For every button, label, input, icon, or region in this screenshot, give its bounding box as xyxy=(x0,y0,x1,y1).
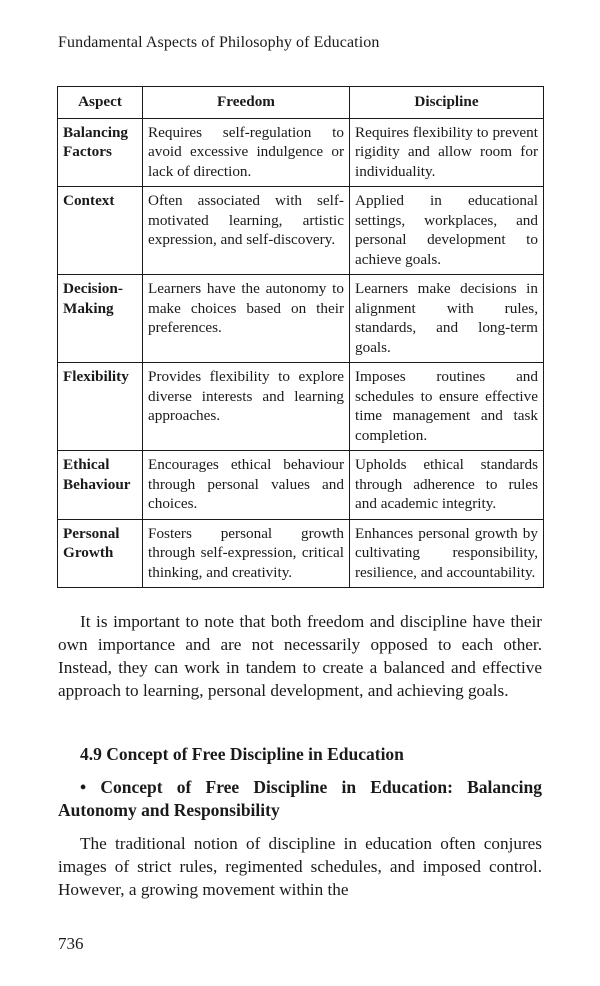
table-row xyxy=(58,451,544,520)
freedom-cell: Learners have the autonomy to make choices based on their preferences. xyxy=(143,275,350,363)
aspect-cell: Ethical Behaviour xyxy=(58,451,143,520)
running-head: Fundamental Aspects of Philosophy of Education xyxy=(58,34,380,51)
aspect-cell: Decision-Making xyxy=(58,275,143,363)
page-number: 736 xyxy=(58,934,84,953)
discipline-cell: Requires flexibility to prevent rigidity and allow room for individuality. xyxy=(350,118,544,187)
table-row xyxy=(58,363,544,451)
discipline-cell: Learners make decisions in alignment with rules, standards, and long-term goals. xyxy=(350,275,544,363)
aspect-cell: Personal Growth xyxy=(58,519,143,588)
aspect-cell: Balancing Factors xyxy=(58,118,143,187)
discipline-cell: Imposes routines and schedules to ensure effective time management and task completion. xyxy=(350,363,544,451)
discipline-cell: Upholds ethical standards through adherence to rules and academic integrity. xyxy=(350,451,544,520)
freedom-cell: Encourages ethical behaviour through personal values and choices. xyxy=(143,451,350,520)
comparison-table xyxy=(57,86,544,588)
freedom-cell: Fosters personal growth through self-expression, critical thinking, and creativity. xyxy=(143,519,350,588)
freedom-cell: Requires self-regulation to avoid excessive indulgence or lack of direction. xyxy=(143,118,350,187)
discipline-cell: Applied in educational settings, workplaces, and personal development to achieve goals. xyxy=(350,187,544,275)
body-paragraph: The traditional notion of discipline in education often conjures images of strict rules, regimented schedules, and imposed control. However, a growing movement within the xyxy=(58,834,542,899)
aspect-cell: Context xyxy=(58,187,143,275)
table-row xyxy=(58,519,544,588)
bullet-heading: • Concept of Free Discipline in Education: Balancing Autonomy and Responsibility xyxy=(58,777,542,820)
table-header-row xyxy=(58,87,544,119)
aspect-cell: Flexibility xyxy=(58,363,143,451)
header-aspect: Aspect xyxy=(58,87,143,119)
discipline-cell: Enhances personal growth by cultivating responsibility, resilience, and accountability. xyxy=(350,519,544,588)
table-row xyxy=(58,187,544,275)
freedom-cell: Often associated with self-motivated learning, artistic expression, and self-discovery. xyxy=(143,187,350,275)
freedom-cell: Provides flexibility to explore diverse interests and learning approaches. xyxy=(143,363,350,451)
header-discipline: Discipline xyxy=(350,87,544,119)
table-row xyxy=(58,275,544,363)
header-freedom: Freedom xyxy=(143,87,350,119)
table-row xyxy=(58,118,544,187)
body-paragraph: It is important to note that both freedom and discipline have their own importance and are not necessarily opposed to each other. Instead, they can work in tandem to create a balanced and effective approach to learning, personal development, and achieving goals. xyxy=(58,612,542,700)
section-heading: 4.9 Concept of Free Discipline in Education xyxy=(80,744,404,764)
